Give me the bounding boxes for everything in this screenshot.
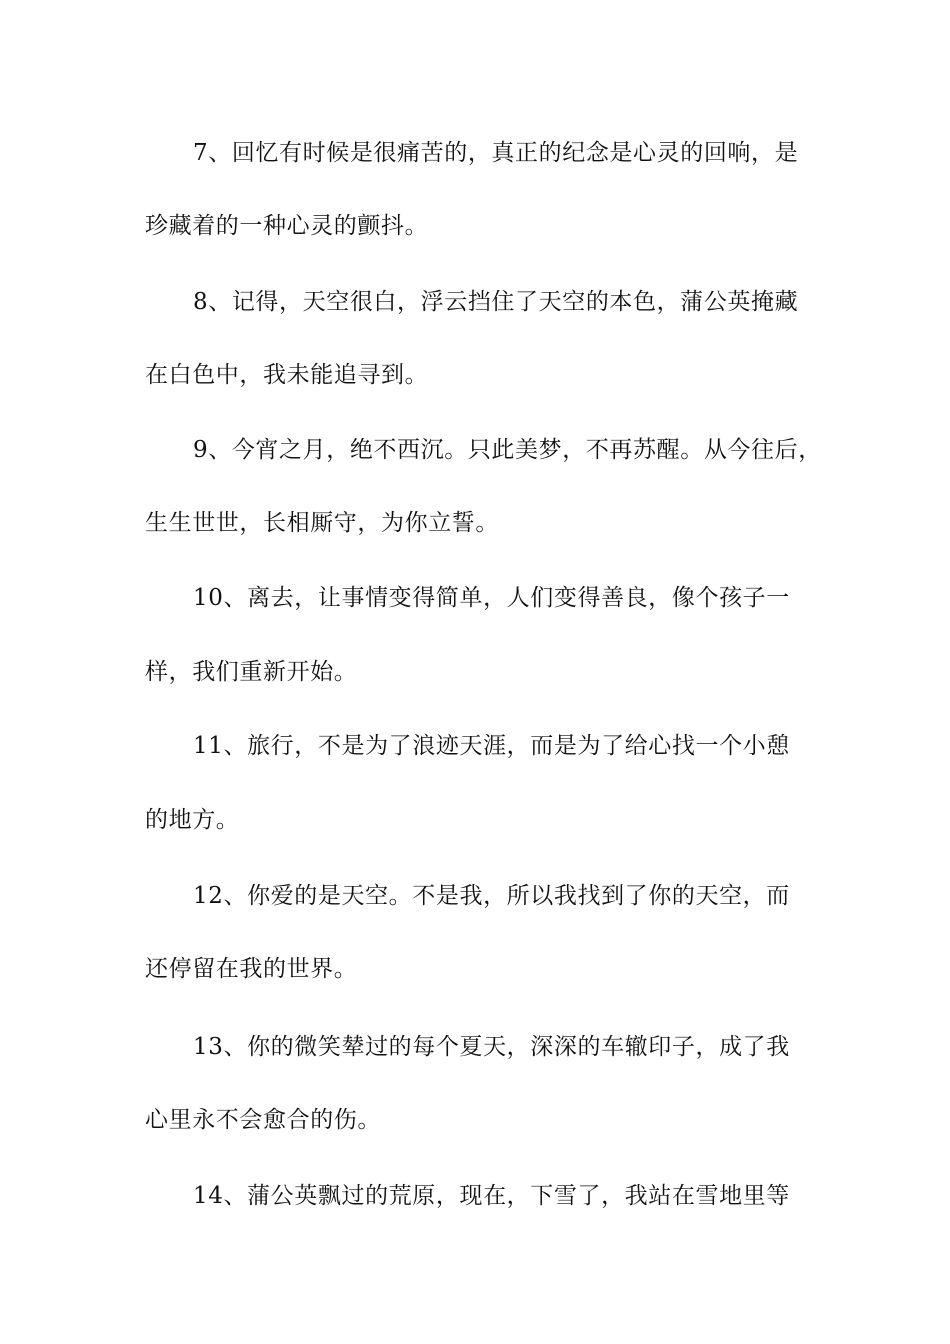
paragraph-10-line-2: 样，我们重新开始。	[145, 659, 358, 685]
paragraph-12-line-2: 还停留在我的世界。	[145, 956, 358, 982]
paragraph-10-line-1: 10、离去，让事情变得简单，人们变得善良，像个孩子一	[193, 585, 790, 611]
paragraph-8-line-1: 8、记得，天空很白，浮云挡住了天空的本色，蒲公英掩藏	[193, 289, 799, 315]
paragraph-9-line-2: 生生世世，长相厮守，为你立誓。	[145, 510, 499, 536]
paragraph-7-line-1: 7、回忆有时候是很痛苦的，真正的纪念是心灵的回响，是	[193, 140, 799, 166]
paragraph-14-line-1: 14、蒲公英飘过的荒原，现在，下雪了，我站在雪地里等	[193, 1183, 790, 1209]
paragraph-13-line-1: 13、你的微笑辇过的每个夏天，深深的车辙印子，成了我	[193, 1034, 790, 1060]
paragraph-11-line-2: 的地方。	[145, 807, 240, 833]
paragraph-11-line-1: 11、旅行，不是为了浪迹天涯，而是为了给心找一个小憩	[193, 733, 790, 759]
paragraph-13-line-2: 心里永不会愈合的伤。	[145, 1107, 381, 1133]
paragraph-12-line-1: 12、你爱的是天空。不是我，所以我找到了你的天空，而	[193, 883, 790, 909]
paragraph-8-line-2: 在白色中，我未能追寻到。	[145, 362, 429, 388]
paragraph-7-line-2: 珍藏着的一种心灵的颤抖。	[145, 213, 429, 239]
paragraph-9-line-1: 9、今宵之月，绝不西沉。只此美梦，不再苏醒。从今往后，	[193, 437, 822, 463]
